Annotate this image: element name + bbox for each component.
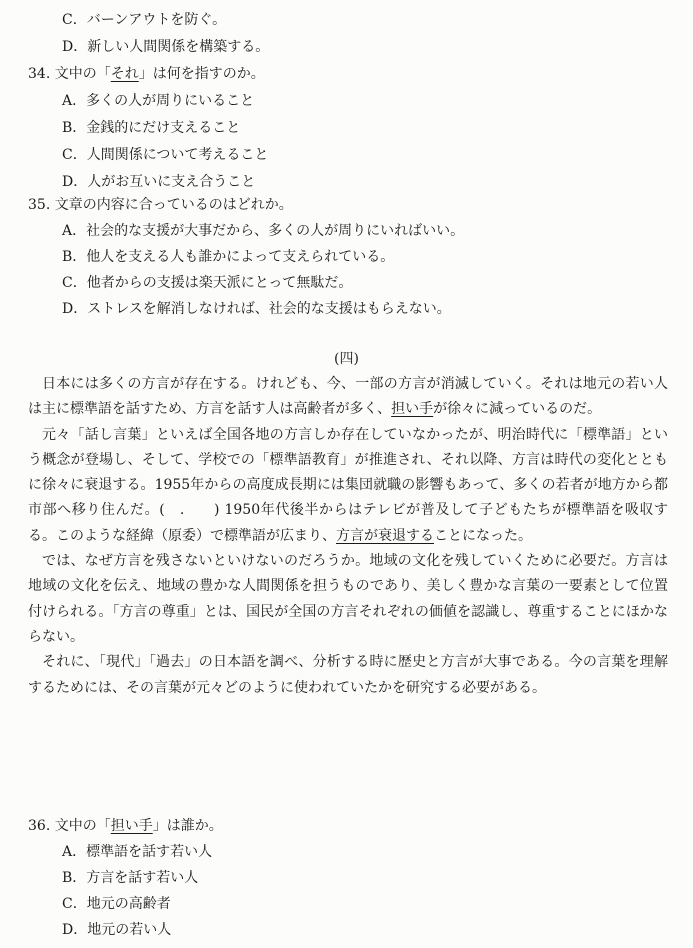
section-title: (四)	[334, 351, 359, 367]
passage-paragraph-4: それに、「現代」「過去」の日本語を調べ、分析する時に歴史と方言が大事である。今の言葉を理解するためには、その言葉が元々どのように使われていたかを研究する必要がある。	[28, 654, 668, 696]
q36-option-c: C．地元の高齢者	[62, 896, 171, 912]
q34-option-a: A．多くの人が周りにいること	[62, 93, 255, 109]
q36-option-a: A．標準語を話す若い人	[62, 844, 213, 860]
q34-suffix: 」は何を指すのか。	[138, 66, 265, 82]
p1-text-b: が徐々に減っているのだ。	[433, 401, 602, 418]
q36-suffix: 」は誰か。	[152, 818, 223, 834]
q35-option-b: B．他人を支える人も誰かによって支えられている。	[62, 249, 395, 265]
q36-prefix: 36. 文中の「	[28, 818, 111, 834]
q34-option-c: C．人間関係について考えること	[62, 147, 269, 163]
p2-text-b: ことになった。	[434, 527, 532, 544]
q33-option-d: D．新しい人間関係を構築する。	[62, 39, 270, 55]
q36-option-b: B．方言を話す若い人	[62, 870, 199, 886]
q34-keyword: それ	[110, 66, 139, 82]
q36-question	[28, 815, 223, 835]
p2-text-a: 元々「話し言葉」といえば全国各地の方言しか存在していなかったが、明治時代に「標準語」という概念が登場し、そして、学校での「標準語教育」が推進され、それ以降、方言は時代の変化とともに徐々に衰退する。1955年からの高度成長期には集団就職の影響もあって、多くの若者が地方から都市部へ移り住んだ。( . ) 1950年代後半からはテレビが普及して子どもたちが標準語を吸収する。このような経緯（原委）で標準語が広まり、	[28, 426, 668, 544]
q35-option-a: A．社会的な支援が大事だから、多くの人が周りにいればいい。	[62, 223, 465, 239]
q34-option-b: B．金銭的にだけ支えること	[62, 120, 241, 136]
q34-question	[28, 63, 265, 83]
q35-option-d: D．ストレスを解消しなければ、社会的な支援はもらえない。	[62, 301, 451, 317]
p1-underlined: 担い手	[391, 401, 434, 418]
q33-option-c: C．バーンアウトを防ぐ。	[62, 12, 227, 28]
q35-option-c: C．他者からの支援は楽天派にとって無駄だ。	[62, 275, 353, 291]
p1-text-a: 日本には多くの方言が存在する。けれども、今、一部の方言が消滅していく。それは地元の若い人は主に標準語を話すため、方言を話す人は高齢者が多く、	[28, 376, 668, 418]
q34-prefix: 34. 文中の「	[28, 66, 111, 82]
q34-option-d: D．人がお互いに支え合うこと	[62, 174, 256, 190]
reading-passage	[28, 372, 668, 701]
passage-paragraph-2	[28, 423, 668, 549]
q36-option-d: D．地元の若い人	[62, 922, 172, 938]
p2-underlined: 方言が衰退する	[336, 527, 434, 544]
q36-keyword: 担い手	[110, 818, 153, 834]
q35-question: 35. 文章の内容に合っているのはどれか。	[28, 197, 293, 213]
passage-paragraph-1	[28, 372, 668, 423]
passage-paragraph-3: では、なぜ方言を残さないといけないのだろうか。地域の文化を残していくために必要だ。方言は地域の文化を伝え、地域の豊かな人間関係を担うものであり、美しく豊かな言葉の一要素として位置付けられる。「方言の尊重」とは、国民が全国の方言それぞれの価値を認識し、尊重することにほかならない。	[28, 553, 668, 645]
